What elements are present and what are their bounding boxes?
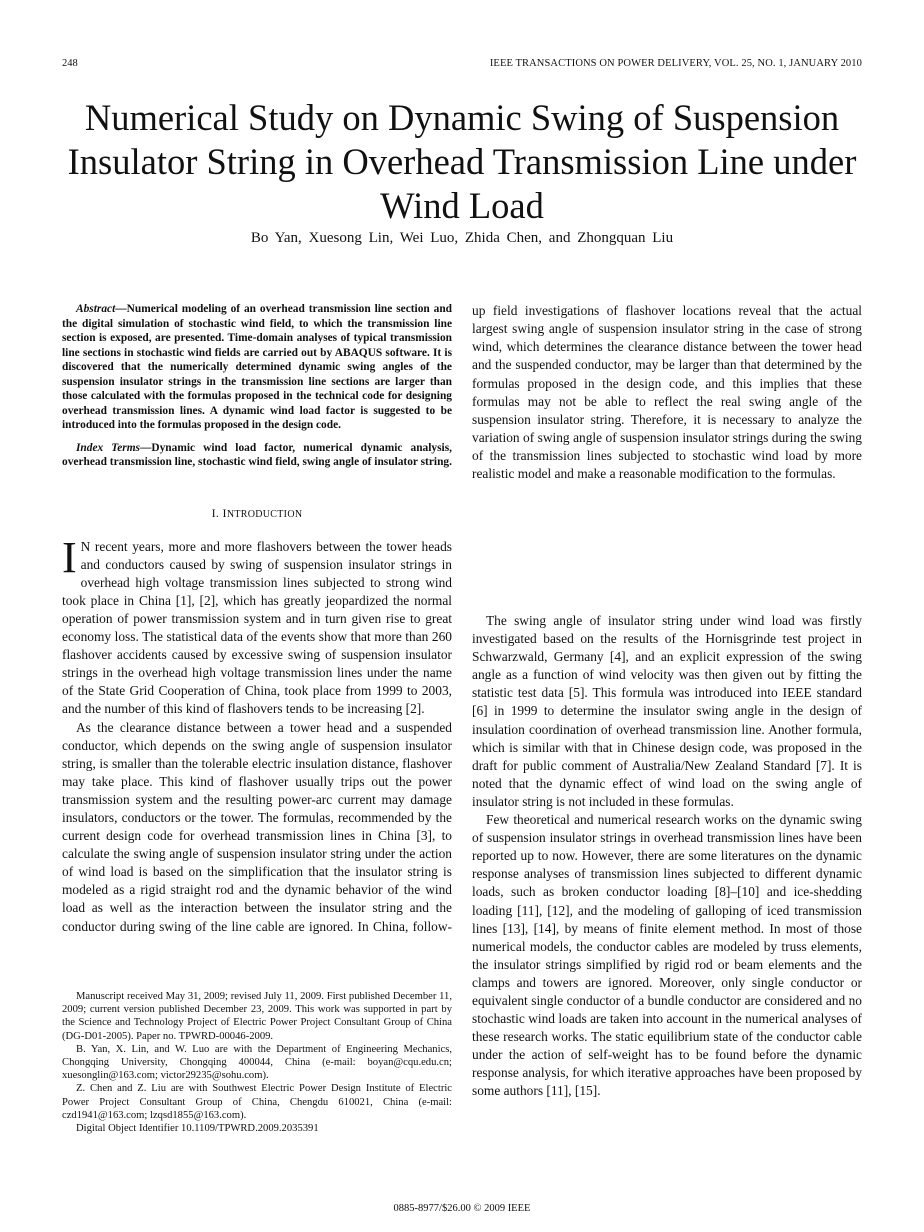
paragraph-2-continued-text: up field investigations of flashover locations reveal that the actual largest swing angle of suspension insulator string in the case of strong wind, which determines the clearance distance between the tower head and the suspended conductor, may be larger than that determined by the formulas proposed in the design code, and this implies that these formulas may not be able to reflect the real swing angle of the suspension insulator string. Therefore, it is necessary to analyze the variation of swing angle of suspension insulator strings during the swing of the transmission lines subjected to stochastic wind load by more realistic model and make a reasonable modification to the formulas. bbox=[472, 303, 862, 481]
section-heading-introduction bbox=[62, 504, 452, 524]
abstract bbox=[62, 302, 452, 433]
abstract-label: Abstract bbox=[76, 303, 116, 315]
footnote-doi: Digital Object Identifier 10.1109/TPWRD.2009.2035391 bbox=[76, 1123, 319, 1135]
index-terms-label: Index Terms bbox=[76, 441, 140, 454]
author-list: Bo Yan, Xuesong Lin, Wei Luo, Zhida Chen, and Zhongquan Liu bbox=[250, 230, 674, 246]
section-number: I. bbox=[211, 505, 220, 520]
section-title-initial: I bbox=[222, 505, 227, 520]
paragraph-2-continued bbox=[472, 302, 862, 612]
index-terms-text: —Dynamic wind load factor, numerical dynamic analysis, overhead transmission line, stochastic wind field, swing angle of insulator string. bbox=[62, 441, 452, 468]
footnote-affiliation-1: B. Yan, X. Lin, and W. Luo are with the Department of Engineering Mechanics, Chongqing University, Chongqing 400044, China (e-mail: boyan@cqu.edu.cn; xuesonglin@163.com; victor29235@sohu.com). bbox=[62, 1043, 452, 1082]
footnote-manuscript: Manuscript received May 31, 2009; revised July 11, 2009. First published December 11, 2009; current version published December 23, 2009. This work was supported in part by the Science and Technology Project of Electric Power Project Consultant Group of China (DG-D01-2005). Paper no. TPWRD-00046-2009. bbox=[62, 991, 452, 1042]
footnote-affiliation-2: Z. Chen and Z. Liu are with Southwest Electric Power Design Institute of Electric Power Project Consultant Group of China, Chengdu 610021, China (e-mail: czd1941@163.com; lzqsd1855@163.com). bbox=[62, 1083, 452, 1121]
paragraph-1 bbox=[62, 532, 452, 719]
left-column bbox=[62, 302, 452, 937]
index-terms bbox=[62, 441, 452, 470]
footnotes bbox=[62, 990, 452, 1135]
drop-cap: I bbox=[62, 532, 77, 582]
paragraph-2: As the clearance distance between a tower head and a suspended conductor, which depends on the swing angle of suspension insulator string, is smaller than the tolerable electric insulation distance, flashover may take place. This kind of flashover usually trips out the power transmission system and the resulting power-arc current may damage insulators, conductors or the tower. The formulas, recommended by the current design code for overhead transmission lines in China [3], to calculate the swing angle of suspension insulator string under the action of wind load is based on the simplification that the insulator string is modeled as a rigid straight rod and the dynamic behavior of the wind load as well as the interaction between the insulator string and the conductor during swing of the line cable are ignored. In China, follow- bbox=[62, 719, 452, 934]
right-column bbox=[472, 302, 862, 1101]
paragraph-3: The swing angle of insulator string under wind load was firstly investigated based on the results of the Hornisgrinde test project in Schwarzwald, Germany [4], and an explicit expression of the swing angle as a function of wind velocity was then given out by fitting the statistic test data [5]. This formula was introduced into IEEE standard [6] in 1999 to determine the insulator swing angle in the design of insulation coordination of overhead transmission line. Another formula, which is similar with that in Chinese design code, was proposed in the draft for public comment of Australia/New Zealand Standard [7]. It is noted that the dynamic effect of wind load on the swing angle of insulator string is not included in these formulas. bbox=[472, 613, 862, 809]
journal-header: IEEE TRANSACTIONS ON POWER DELIVERY, VOL. 25, NO. 1, JANUARY 2010 bbox=[489, 58, 862, 69]
paragraph-4: Few theoretical and numerical research works on the dynamic swing of suspension insulator strings in overhead transmission lines have been reported up to now. However, there are some literatures on the dynamic response analyses of transmission lines subjected to different dynamic loads, such as broken conductor loading [8]–[10] and ice-shedding loading [11], [12], and the modeling of galloping of iced transmission lines [13], [14], by means of finite element method. In most of those numerical models, the conductor cables are modeled by truss elements, the insulator strings simplified by rigid rod or beam elements and the clamps and towers are ignored. Moreover, only single conductor or equivalent single conductor of a bundle conductor are considered and no stochastic wind loads are taken into account in the numerical analyses of these research works. The static equilibrium state of the conductor cable under the action of self-weight has to be found before the dynamic response analysis, for which iterative approaches have been proposed by some authors [11], [15]. bbox=[472, 812, 862, 1099]
abstract-text: —Numerical modeling of an overhead transmission line section and the digital simulation of stochastic wind field, to which the transmission line section is exposed, are presented. Time-domain analyses of typical transmission line sections in stochastic wind fields are carried out by ABAQUS software. It is discovered that the numerically determined dynamic swing angles of the suspension insulator strings in the transmission line sections are larger than those calculated with the formulas proposed in the technical code for designing overhead transmission lines. A dynamic wind load factor is suggested to be introduced into the formulas proposed in the design code. bbox=[62, 303, 452, 431]
page-number: 248 bbox=[62, 58, 78, 69]
section-title-rest: NTRODUCTION bbox=[226, 508, 303, 520]
paper-title: Numerical Study on Dynamic Swing of Suspension Insulator String in Overhead Transmission Line under Wind Load bbox=[67, 97, 857, 226]
paragraph-1-text: N recent years, more and more flashovers between the tower heads and conductors caused by swing of suspension insulator strings in overhead high voltage transmission lines subjected to strong wind took place in China [1], [2], which has greatly jeopardized the normal operation of power transmission system and in turn given rise to great economy loss. The statistical data of the events show that more than 260 flashover accidents caused by excessive swing of suspension insulator strings in the overhead high voltage transmission lines under the name of the State Grid Cooperation of China, took place from 1999 to 2003, and the number of this kind of flashovers tends to be increasing [2]. bbox=[62, 538, 452, 717]
copyright-line: 0885-8977/$26.00 © 2009 IEEE bbox=[393, 1203, 531, 1214]
